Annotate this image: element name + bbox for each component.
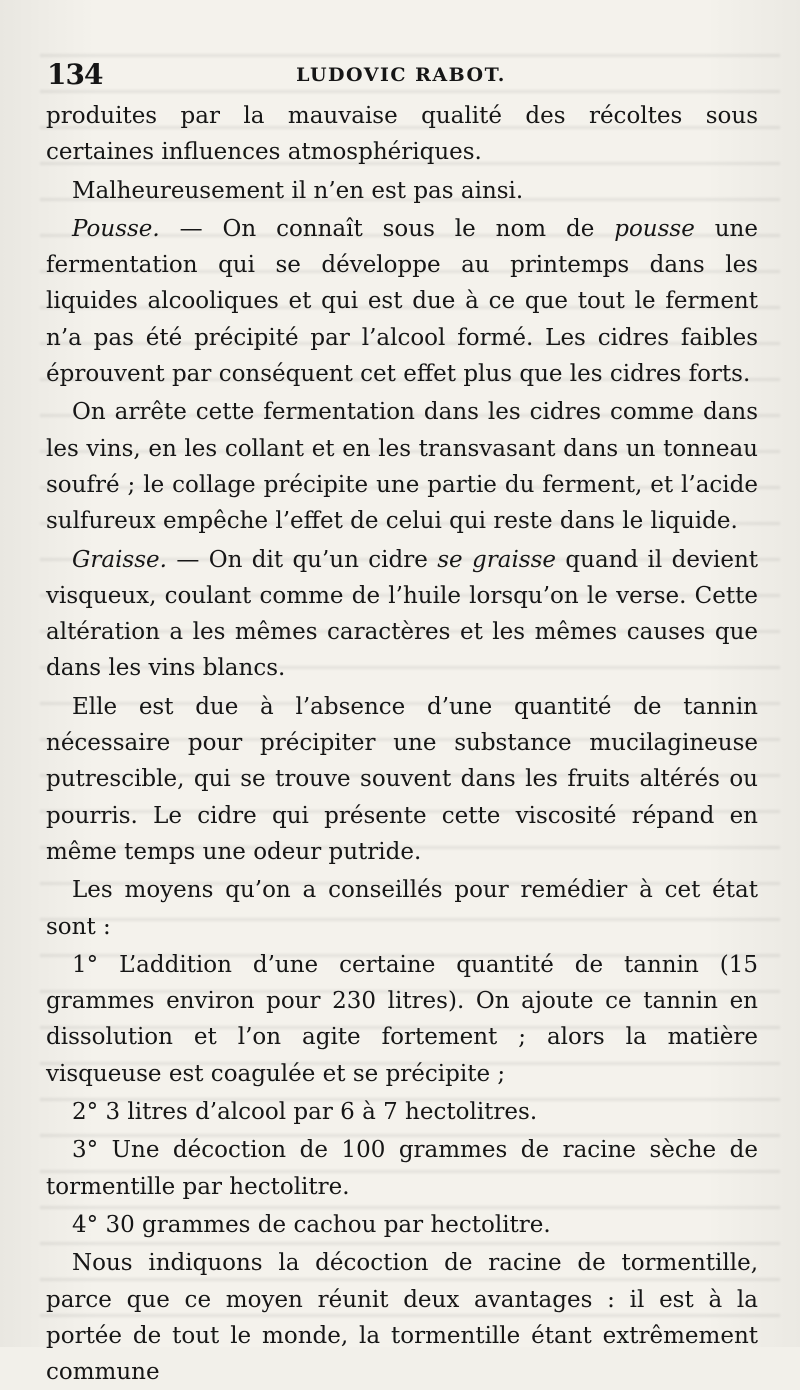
page-number: 134 [47,58,103,91]
paragraph-text: une fermentation qui se développe au printemps dans les liquides alcooliques et qui est due à ce que tout le ferment n’a pas été précipité par l’alcool formé. Les cidres faibles éprouvent par conséquent cet effet plus que les cidres forts. [46,215,758,388]
paragraph-text: quand il devient visqueux, coulant comme de l’huile lorsqu’on le verse. Cette altération a les mêmes caractères et les mêmes causes que dans les vins blancs. [46,546,758,682]
body-text [46,98,758,1390]
term-se-graisse: se graisse [437,546,557,573]
remedy-item-2: 2° 3 litres d’alcool par 6 à 7 hectolitres. [72,1099,538,1126]
paragraph-moyens: Les moyens qu’on a conseillés pour remédier à cet état sont : [46,877,758,940]
paragraph-text: — On dit qu’un cidre [166,546,438,573]
section-lead-graisse: Graisse. [72,546,167,573]
paragraph-malheureusement: Malheureusement il n’en est pas ainsi. [72,177,524,204]
paragraph-arret-fermentation: On arrête cette fermentation dans les cidres comme dans les vins, en les collant et en les transvasant dans un tonneau soufré ; le collage précipite une partie du ferment, et l’acide sulfureux empêche l’effet de celui qui reste dans le liquide. [46,399,758,535]
paragraph-text: — On connaît sous le nom de [159,215,615,242]
paragraph-tormentille: Nous indiquons la décoction de racine de tormentille, parce que ce moyen réunit deux avantages : il est à la portée de tout le monde, la tormentille étant extrêmement commune [46,1250,758,1386]
remedy-item-1: 1° L’addition d’une certaine quantité de tannin (15 grammes environ pour 230 litres). On ajoute ce tannin en dissolution et l’on agite fortement ; alors la matière visqueuse est coagulée et se précipite ; [46,951,758,1087]
remedy-item-3: 3° Une décoction de 100 grammes de racine sèche de tormentille par hectolitre. [46,1137,758,1200]
paragraph-absence-tannin: Elle est due à l’absence d’une quantité de tannin nécessaire pour précipiter une substance mucilagineuse putrescible, qui se trouve souvent dans les fruits altérés ou pourris. Le cidre qui présente cette viscosité répand en même temps une odeur putride. [46,693,758,865]
section-lead-pousse: Pousse. [72,215,160,242]
running-head: LUDOVIC RABOT. [296,64,506,86]
paragraph-pousse [46,211,758,392]
paragraph-graisse [46,542,758,687]
term-pousse: pousse [614,215,695,242]
remedy-item-4: 4° 30 grammes de cachou par hectolitre. [72,1211,551,1238]
paragraph-continuation: produites par la mauvaise qualité des récoltes sous certaines influences atmosphériques. [46,103,758,166]
page-header [47,58,755,92]
